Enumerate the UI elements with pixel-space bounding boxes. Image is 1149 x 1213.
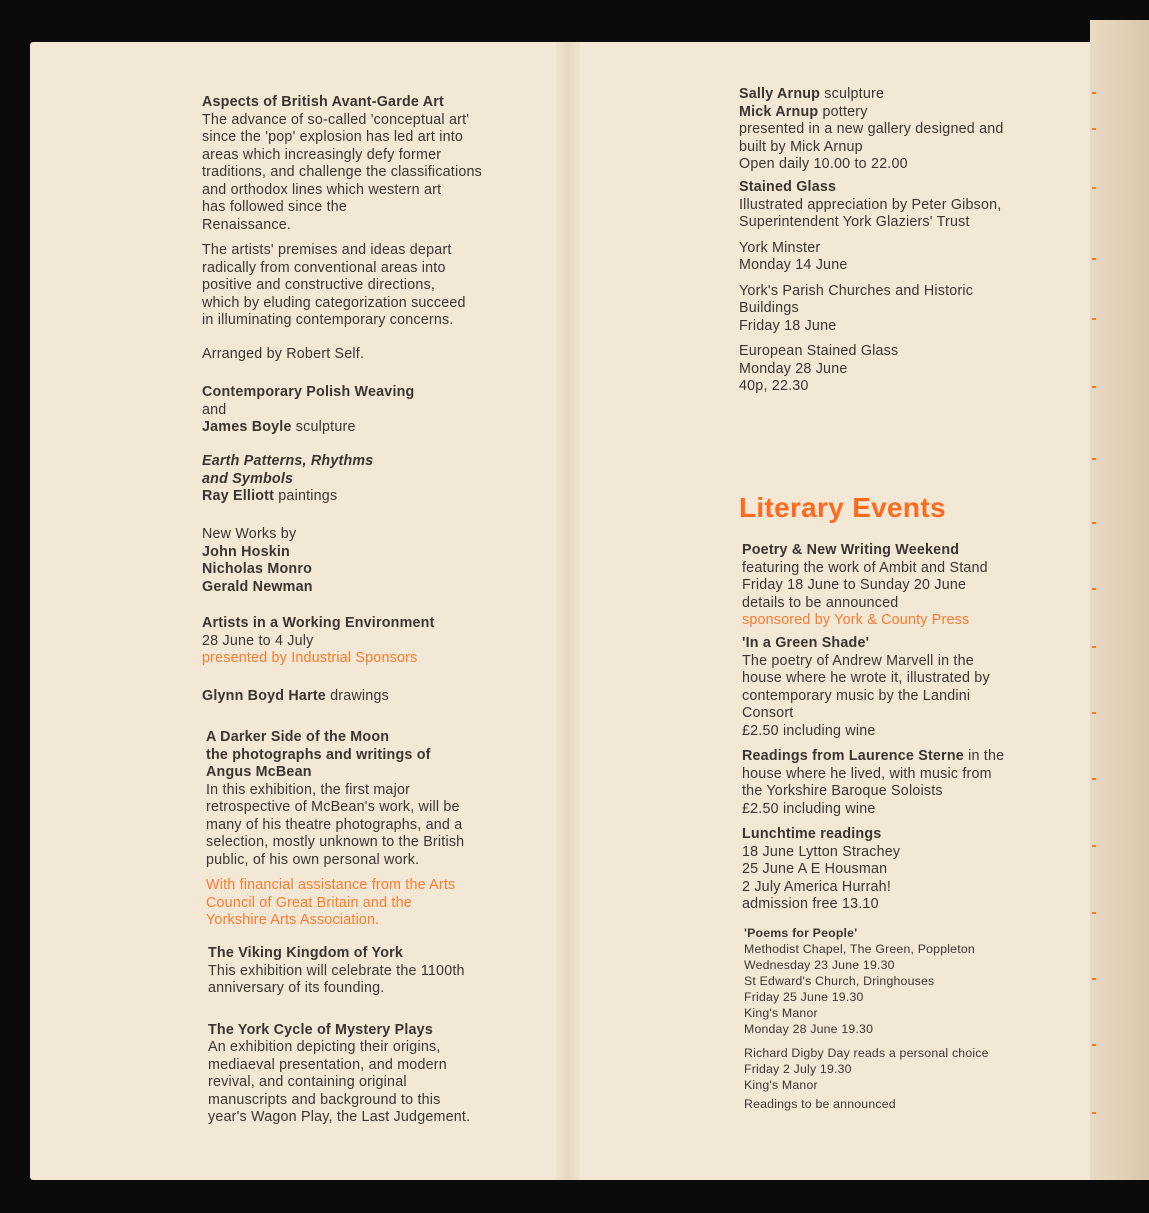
event-title: Stained Glass <box>739 179 837 195</box>
spacer <box>202 330 482 338</box>
detail-line <box>739 104 1004 122</box>
detail-line <box>739 378 1002 396</box>
page-edge <box>1090 20 1149 1180</box>
detail-line <box>202 488 373 506</box>
detail-line <box>739 156 1004 174</box>
detail-line <box>206 764 464 782</box>
detail-line <box>202 346 482 364</box>
detail-line <box>202 650 435 668</box>
detail-line <box>208 1092 470 1110</box>
detail-line <box>744 1005 989 1021</box>
detail-line <box>202 312 482 330</box>
sponsor-note: Yorkshire Arts Association. <box>206 912 380 928</box>
event-title: Angus McBean <box>206 764 312 780</box>
detail-line <box>208 1109 470 1127</box>
detail-text: anniversary of its founding. <box>208 980 385 996</box>
detail-text: sculpture <box>820 86 885 102</box>
spacer <box>739 232 1002 240</box>
sponsor-note: presented by Industrial Sponsors <box>202 650 418 666</box>
detail-text: Buildings <box>739 300 799 316</box>
detail-line <box>742 670 990 688</box>
event-title: Earth Patterns, Rhythms <box>202 453 374 469</box>
event-title: Glynn Boyd Harte <box>202 688 326 704</box>
detail-line <box>206 877 464 895</box>
detail-text: Readings to be announced <box>744 1097 896 1111</box>
detail-text: in illuminating contemporary concerns. <box>202 312 454 328</box>
detail-text: has followed since the <box>202 199 348 215</box>
event-title: Ray Elliott <box>202 488 275 504</box>
edge-mark <box>1092 712 1096 714</box>
detail-text: Richard Digby Day reads a personal choice <box>744 1046 989 1060</box>
detail-line <box>742 844 900 862</box>
detail-line <box>208 945 470 963</box>
detail-line <box>202 129 482 147</box>
detail-line <box>202 526 313 544</box>
event-details <box>742 542 988 630</box>
detail-line <box>742 705 990 723</box>
event-details <box>739 86 1004 174</box>
spacer <box>739 275 1002 283</box>
detail-line <box>742 542 988 560</box>
detail-line <box>742 879 900 897</box>
detail-text: York's Parish Churches and Historic <box>739 282 974 299</box>
detail-line <box>202 688 389 706</box>
detail-text: The poetry of Andrew Marvell in the <box>742 652 974 669</box>
detail-line <box>202 277 482 295</box>
detail-line <box>739 318 1002 336</box>
detail-line <box>202 419 414 437</box>
detail-line <box>739 283 1002 301</box>
detail-text: and orthodox lines which western art <box>202 181 442 198</box>
spacer <box>202 234 482 242</box>
detail-text: An exhibition depicting their origins, <box>208 1039 441 1055</box>
event-details <box>742 826 900 914</box>
detail-line <box>742 577 988 595</box>
detail-line <box>742 801 1004 819</box>
detail-text: Superintendent York Glaziers' Trust <box>739 214 970 230</box>
detail-text: Friday 18 June <box>739 317 837 334</box>
detail-line <box>206 895 464 913</box>
event-details <box>202 688 389 706</box>
detail-text: The advance of so-called 'conceptual art' <box>202 111 470 128</box>
detail-text: house where he lived, with music from <box>742 765 992 782</box>
detail-line <box>202 94 482 112</box>
detail-line <box>742 688 990 706</box>
detail-line <box>202 544 313 562</box>
detail-text: In this exhibition, the first major <box>206 781 411 798</box>
event-details <box>744 1096 896 1112</box>
spacer <box>208 1014 470 1022</box>
event-details <box>202 453 373 506</box>
detail-text: details to be announced <box>742 594 899 611</box>
detail-line <box>744 941 989 957</box>
event-title: James Boyle <box>202 419 292 435</box>
event-details <box>202 615 435 668</box>
detail-line <box>208 963 470 981</box>
detail-line <box>742 861 900 879</box>
event-title: Readings from Laurence Sterne <box>742 748 964 764</box>
detail-text: St Edward's Church, Dringhouses <box>744 974 935 988</box>
spacer <box>739 335 1002 343</box>
detail-text: Illustrated appreciation by Peter Gibson, <box>739 196 1002 213</box>
event-title: John Hoskin <box>202 543 290 560</box>
detail-text: house where he wrote it, illustrated by <box>742 670 990 686</box>
detail-line <box>742 653 990 671</box>
detail-line <box>206 912 464 930</box>
detail-line <box>206 817 464 835</box>
detail-text: public, of his own personal work. <box>206 851 420 868</box>
event-title: The Viking Kingdom of York <box>208 945 404 961</box>
edge-mark <box>1092 386 1096 388</box>
event-title: 'In a Green Shade' <box>742 635 870 651</box>
detail-text: Open daily 10.00 to 22.00 <box>739 156 908 172</box>
detail-text: Friday 25 June 19.30 <box>744 990 864 1004</box>
detail-text: 40p, 22.30 <box>739 378 809 394</box>
detail-line <box>742 748 1004 766</box>
detail-line <box>202 295 482 313</box>
event-details <box>206 729 464 930</box>
detail-line <box>208 1039 470 1057</box>
detail-text: built by Mick Arnup <box>739 138 863 155</box>
detail-line <box>744 925 989 941</box>
event-details <box>202 526 313 596</box>
detail-line <box>206 782 464 800</box>
detail-line <box>208 1057 470 1075</box>
detail-line <box>202 242 482 260</box>
detail-text: year's Wagon Play, the Last Judgement. <box>208 1109 471 1125</box>
detail-line <box>202 217 482 235</box>
detail-text: Monday 28 June <box>739 360 848 377</box>
detail-text: positive and constructive directions, <box>202 277 436 293</box>
detail-text: 28 June to 4 July <box>202 632 314 649</box>
detail-text: Methodist Chapel, The Green, Poppleton <box>744 942 975 956</box>
detail-line <box>742 635 990 653</box>
detail-line <box>202 147 482 165</box>
detail-line <box>202 579 313 597</box>
detail-text: since the 'pop' explosion has led art into <box>202 129 464 145</box>
detail-text: retrospective of McBean's work, will be <box>206 799 460 815</box>
event-details <box>739 179 1002 396</box>
detail-line <box>739 121 1004 139</box>
edge-mark <box>1092 318 1096 320</box>
detail-text: admission free 13.10 <box>742 896 879 912</box>
event-title: Contemporary Polish Weaving <box>202 384 415 400</box>
detail-line <box>206 799 464 817</box>
detail-line <box>744 1021 989 1037</box>
detail-text: Consort <box>742 705 794 721</box>
detail-line <box>742 560 988 578</box>
detail-line <box>744 957 989 973</box>
edge-mark <box>1092 1044 1096 1046</box>
detail-text: the Yorkshire Baroque Soloists <box>742 783 943 799</box>
detail-line <box>739 86 1004 104</box>
page-gutter <box>556 42 580 1180</box>
event-title: The York Cycle of Mystery Plays <box>208 1021 433 1038</box>
detail-line <box>739 257 1002 275</box>
sponsor-note: With financial assistance from the Arts <box>206 877 456 893</box>
event-details <box>202 384 414 437</box>
detail-line <box>202 561 313 579</box>
detail-text: Friday 2 July 19.30 <box>744 1062 852 1076</box>
detail-text: New Works by <box>202 526 297 542</box>
edge-mark <box>1092 646 1096 648</box>
detail-text: This exhibition will celebrate the 1100th <box>208 962 465 979</box>
event-title: Mick Arnup <box>739 103 819 120</box>
detail-text: presented in a new gallery designed and <box>739 121 1004 137</box>
detail-text: paintings <box>274 488 338 504</box>
detail-line <box>742 826 900 844</box>
event-title: Aspects of British Avant-Garde Art <box>202 94 444 110</box>
event-title: and Symbols <box>202 470 294 487</box>
detail-text: sculpture <box>291 419 356 435</box>
detail-text: manuscripts and background to this <box>208 1091 441 1108</box>
detail-text: 25 June A E Housman <box>742 861 888 877</box>
event-details <box>208 945 470 1127</box>
detail-line <box>744 1077 989 1093</box>
detail-text: mediaeval presentation, and modern <box>208 1056 447 1073</box>
detail-text: many of his theatre photographs, and a <box>206 816 463 833</box>
spacer <box>744 1037 989 1045</box>
detail-text: £2.50 including wine <box>742 800 876 817</box>
detail-text: and <box>202 401 227 418</box>
detail-line <box>206 729 464 747</box>
detail-text: Friday 18 June to Sunday 20 June <box>742 577 967 593</box>
event-details <box>742 635 990 740</box>
detail-line <box>208 1022 470 1040</box>
detail-line <box>742 723 990 741</box>
detail-line <box>202 633 435 651</box>
detail-line <box>202 164 482 182</box>
detail-line <box>739 214 1002 232</box>
edge-mark <box>1092 1112 1096 1114</box>
detail-text: traditions, and challenge the classifications <box>202 164 483 180</box>
detail-line <box>744 1096 896 1112</box>
event-title: Poetry & New Writing Weekend <box>742 542 960 558</box>
detail-line <box>206 852 464 870</box>
detail-line <box>739 139 1004 157</box>
detail-line <box>208 980 470 998</box>
detail-text: Monday 28 June 19.30 <box>744 1022 874 1036</box>
detail-text: radically from conventional areas into <box>202 259 446 276</box>
detail-line <box>206 747 464 765</box>
detail-text: drawings <box>325 688 389 704</box>
detail-line <box>739 300 1002 318</box>
detail-line <box>202 384 414 402</box>
detail-line <box>742 783 1004 801</box>
spacer <box>208 998 470 1006</box>
detail-text: £2.50 including wine <box>742 722 876 739</box>
edge-mark <box>1092 187 1096 189</box>
detail-line <box>208 1074 470 1092</box>
detail-line <box>202 471 373 489</box>
event-title: A Darker Side of the Moon <box>206 729 390 745</box>
edge-mark <box>1092 845 1096 847</box>
detail-line <box>742 612 988 630</box>
detail-line <box>742 595 988 613</box>
detail-text: pottery <box>818 103 868 120</box>
detail-line <box>202 402 414 420</box>
event-title: Artists in a Working Environment <box>202 615 435 631</box>
detail-text: which by eluding categorization succeed <box>202 294 466 311</box>
edge-mark <box>1092 458 1096 460</box>
detail-line <box>744 1061 989 1077</box>
detail-line <box>744 973 989 989</box>
detail-text: 18 June Lytton Strachey <box>742 843 901 860</box>
edge-mark <box>1092 912 1096 914</box>
detail-line <box>739 343 1002 361</box>
spacer <box>206 869 464 877</box>
event-details <box>202 94 482 363</box>
detail-line <box>739 361 1002 379</box>
event-title: 'Poems for People' <box>744 926 858 940</box>
edge-mark <box>1092 522 1096 524</box>
detail-text: King's Manor <box>744 1006 818 1020</box>
detail-text: Arranged by Robert Self. <box>202 345 365 362</box>
detail-line <box>739 240 1002 258</box>
spacer <box>202 338 482 346</box>
sponsor-note: Council of Great Britain and the <box>206 894 412 911</box>
detail-text: The artists' premises and ideas depart <box>202 242 452 258</box>
edge-mark <box>1092 778 1096 780</box>
edge-mark <box>1092 978 1096 980</box>
detail-text: King's Manor <box>744 1078 818 1092</box>
detail-text: Monday 14 June <box>739 257 848 273</box>
detail-line <box>206 834 464 852</box>
spacer <box>208 1006 470 1014</box>
detail-text: in the <box>963 748 1005 764</box>
detail-line <box>742 896 900 914</box>
detail-line <box>739 179 1002 197</box>
detail-line <box>744 1045 989 1061</box>
edge-mark <box>1092 588 1096 590</box>
event-title: Lunchtime readings <box>742 826 882 842</box>
detail-text: contemporary music by the Landini <box>742 687 971 704</box>
detail-line <box>202 182 482 200</box>
detail-text: Renaissance. <box>202 216 292 233</box>
event-details <box>742 748 1004 818</box>
detail-line <box>202 615 435 633</box>
event-title: Nicholas Monro <box>202 561 313 577</box>
detail-line <box>202 199 482 217</box>
detail-line <box>742 766 1004 784</box>
detail-text: 2 July America Hurrah! <box>742 878 892 895</box>
detail-line <box>739 197 1002 215</box>
edge-mark <box>1092 92 1096 94</box>
edge-mark <box>1092 258 1096 260</box>
edge-mark <box>1092 128 1096 130</box>
detail-text: featuring the work of Ambit and Stand <box>742 559 988 576</box>
sponsor-note: sponsored by York & County Press <box>742 612 970 628</box>
detail-text: European Stained Glass <box>739 343 899 359</box>
detail-text: revival, and containing original <box>208 1074 407 1090</box>
event-title: Sally Arnup <box>739 86 821 102</box>
event-details <box>744 925 989 1093</box>
event-title: Gerald Newman <box>202 578 313 595</box>
detail-line <box>744 989 989 1005</box>
detail-line <box>202 112 482 130</box>
detail-line <box>202 453 373 471</box>
detail-text: areas which increasingly defy former <box>202 146 442 163</box>
detail-text: Wednesday 23 June 19.30 <box>744 958 895 972</box>
literary-events-heading: Literary Events <box>739 492 946 523</box>
detail-line <box>202 260 482 278</box>
detail-text: York Minster <box>739 239 821 256</box>
event-title: the photographs and writings of <box>206 746 431 763</box>
detail-text: selection, mostly unknown to the British <box>206 834 465 850</box>
